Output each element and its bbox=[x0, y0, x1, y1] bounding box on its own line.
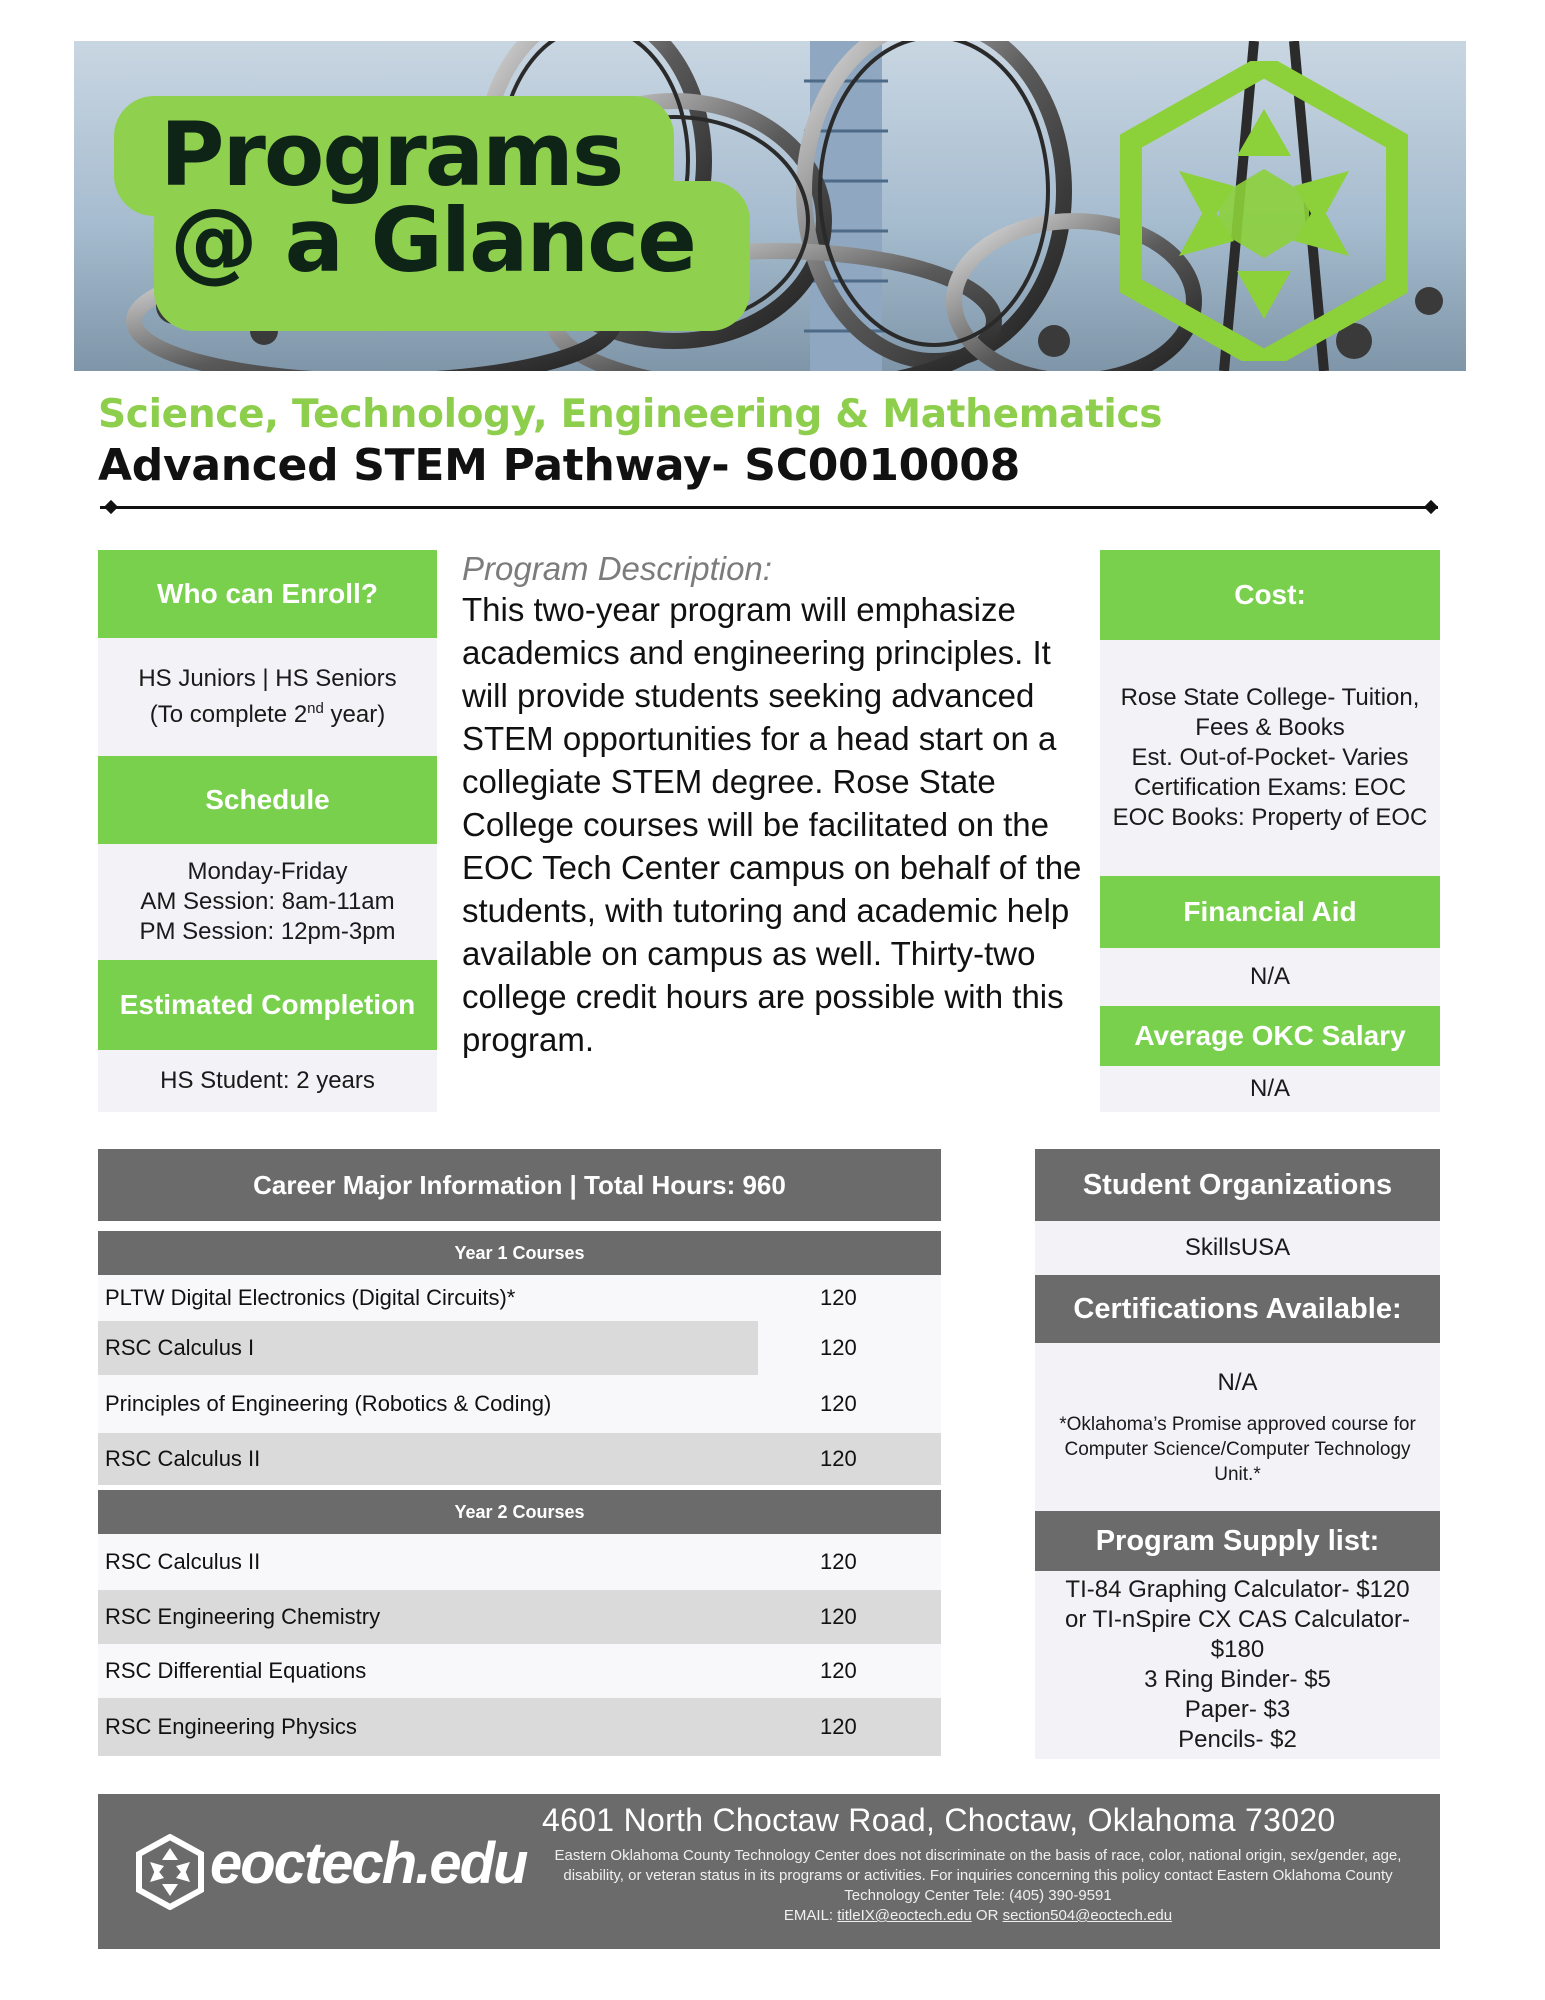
section504-email-link[interactable]: section504@eoctech.edu bbox=[1002, 1907, 1173, 1924]
course-hours: 120 bbox=[820, 1446, 857, 1471]
table-row bbox=[98, 1433, 941, 1485]
enroll-line2-end: year) bbox=[323, 701, 386, 728]
financial-aid-panel bbox=[1100, 948, 1440, 1006]
course-name: RSC Engineering Chemistry bbox=[105, 1604, 381, 1629]
enroll-panel bbox=[98, 638, 437, 756]
page-title-line2: @ a Glance bbox=[170, 189, 695, 292]
cost-line: EOC Books: Property of EOC bbox=[1112, 804, 1428, 831]
email-label: EMAIL: bbox=[783, 1907, 838, 1924]
course-name: PLTW Digital Electronics (Digital Circuits)* bbox=[105, 1285, 516, 1310]
table-row bbox=[98, 1321, 941, 1375]
cost-line: Est. Out-of-Pocket- Varies bbox=[1131, 744, 1409, 771]
financial-aid-header: Financial Aid bbox=[1100, 876, 1440, 948]
supplies-header: Program Supply list: bbox=[1035, 1511, 1440, 1571]
year2-header: Year 2 Courses bbox=[98, 1490, 941, 1534]
schedule-pm: PM Session: 12pm-3pm bbox=[139, 918, 396, 945]
supply-item: or TI-nSpire CX CAS Calculator- $180 bbox=[1065, 1606, 1410, 1663]
certifications-value: N/A bbox=[1217, 1368, 1258, 1396]
footer-emails bbox=[538, 1906, 1418, 1926]
table-row bbox=[98, 1644, 941, 1698]
course-hours: 120 bbox=[820, 1549, 857, 1574]
divider-tip bbox=[104, 500, 118, 514]
course-name: RSC Calculus I bbox=[105, 1335, 255, 1360]
organizations-panel bbox=[1035, 1221, 1440, 1275]
table-row bbox=[98, 1534, 941, 1590]
course-hours: 120 bbox=[820, 1714, 857, 1739]
category-heading: Science, Technology, Engineering & Mathematics bbox=[98, 392, 1163, 437]
cost-line: Certification Exams: EOC bbox=[1133, 774, 1407, 801]
eoctech-logo-icon bbox=[136, 1834, 204, 1910]
footer-notice bbox=[538, 1846, 1418, 1926]
cost-panel bbox=[1100, 640, 1440, 876]
table-row bbox=[98, 1590, 941, 1644]
program-heading: Advanced STEM Pathway- SC0010008 bbox=[98, 440, 1020, 491]
footer-address: 4601 North Choctaw Road, Choctaw, Oklahoma 73020 bbox=[542, 1802, 1336, 1838]
salary-header: Average OKC Salary bbox=[1100, 1006, 1440, 1066]
divider-tip bbox=[1424, 500, 1438, 514]
cost-header: Cost: bbox=[1100, 550, 1440, 640]
table-row bbox=[98, 1275, 941, 1321]
financial-aid-value: N/A bbox=[1249, 963, 1290, 990]
title-ix-email-link[interactable]: titleIX@eoctech.edu bbox=[837, 1907, 972, 1924]
table-row bbox=[98, 1698, 941, 1756]
course-hours: 120 bbox=[758, 1321, 941, 1375]
supplies-panel bbox=[1035, 1571, 1440, 1759]
course-hours: 120 bbox=[820, 1391, 857, 1416]
course-name: RSC Calculus II bbox=[105, 1549, 261, 1574]
enroll-header: Who can Enroll? bbox=[98, 550, 437, 638]
certifications-header: Certifications Available: bbox=[1035, 1275, 1440, 1343]
schedule-panel bbox=[98, 844, 437, 960]
course-name: RSC Calculus II bbox=[105, 1446, 261, 1471]
course-name: RSC Differential Equations bbox=[105, 1658, 367, 1683]
enroll-line1: HS Juniors | HS Seniors bbox=[138, 665, 397, 692]
cost-line: Rose State College- Tuition, bbox=[1120, 684, 1420, 711]
career-table-header: Career Major Information | Total Hours: 960 bbox=[98, 1149, 941, 1221]
course-hours: 120 bbox=[820, 1285, 857, 1310]
completion-value: HS Student: 2 years bbox=[160, 1067, 375, 1094]
course-hours: 120 bbox=[820, 1658, 857, 1683]
table-row bbox=[98, 1375, 941, 1433]
organizations-value: SkillsUSA bbox=[1184, 1234, 1291, 1261]
schedule-header: Schedule bbox=[98, 756, 437, 844]
description-body: This two-year program will emphasize academics and engineering principles. It will provide students seeking advanced STEM opportunities for a head start on a collegiate STEM degree. Rose State College courses will be facilitated on the EOC Tech Center campus on behalf of the students, with tutoring and academic help available on campus as well. Thirty-two college credit hours are possible with this program. bbox=[462, 591, 1082, 1058]
certifications-panel bbox=[1035, 1343, 1440, 1511]
cost-line: Fees & Books bbox=[1195, 714, 1345, 741]
page-title-line1: Programs bbox=[160, 103, 623, 206]
year1-header: Year 1 Courses bbox=[98, 1231, 941, 1275]
organizations-header: Student Organizations bbox=[1035, 1149, 1440, 1221]
schedule-days: Monday-Friday bbox=[187, 858, 348, 885]
enroll-line2 bbox=[150, 694, 385, 730]
course-name: RSC Engineering Physics bbox=[105, 1714, 357, 1739]
banner bbox=[74, 41, 1466, 371]
schedule-am: AM Session: 8am-11am bbox=[140, 888, 395, 915]
salary-value: N/A bbox=[1249, 1075, 1290, 1102]
nondiscrimination-text: Eastern Oklahoma County Technology Center does not discriminate on the basis of race, color, national origin, sex/gender, age, disability, or veteran status in its programs or activities. For inquiries concerning this policy contact Eastern Oklahoma County Technology Center Tele: (405) 390-9591 bbox=[554, 1847, 1402, 1904]
salary-panel bbox=[1100, 1066, 1440, 1112]
description-title: Program Description: bbox=[462, 550, 772, 587]
supply-item: Paper- $3 bbox=[1184, 1696, 1291, 1723]
email-separator: OR bbox=[971, 1907, 1003, 1924]
course-name: Principles of Engineering (Robotics & Coding) bbox=[105, 1391, 552, 1416]
completion-panel bbox=[98, 1050, 437, 1112]
supply-item: TI-84 Graphing Calculator- $120 bbox=[1065, 1576, 1410, 1603]
enroll-superscript: nd bbox=[307, 700, 324, 717]
divider bbox=[100, 506, 1438, 509]
supply-item: 3 Ring Binder- $5 bbox=[1144, 1666, 1331, 1693]
footer-website[interactable]: eoctech.edu bbox=[210, 1831, 527, 1896]
hexagon-logo-icon bbox=[1119, 61, 1409, 361]
footer bbox=[98, 1794, 1440, 1949]
completion-header: Estimated Completion bbox=[98, 960, 437, 1050]
enroll-line2-text: (To complete 2 bbox=[149, 701, 308, 728]
supply-item: Pencils- $2 bbox=[1178, 1726, 1297, 1753]
course-hours: 120 bbox=[820, 1604, 857, 1629]
certifications-note: *Oklahoma’s Promise approved course for Computer Science/Computer Technology Unit.* bbox=[1059, 1413, 1416, 1485]
